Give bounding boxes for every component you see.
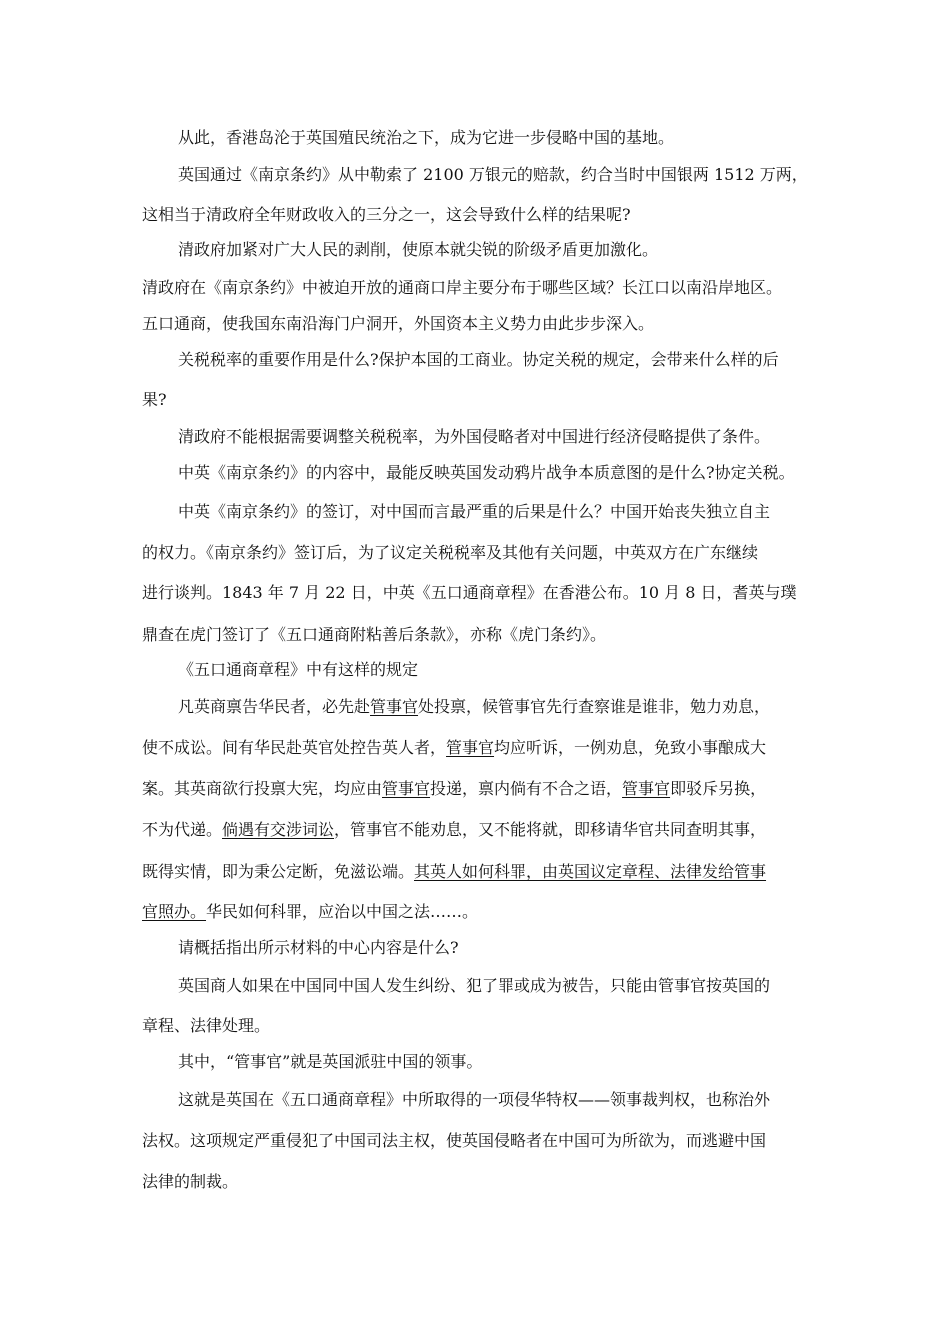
paragraph-line: 中英《南京条约》的内容中，最能反映英国发动鸦片战争本质意图的是什么?协定关税。: [178, 463, 795, 482]
paragraph-line: 英国通过《南京条约》从中勒索了 2100 万银元的赔款，约合当时中国银两 1512 万两，: [178, 165, 808, 184]
paragraph-line: 法权。这项规定严重侵犯了中国司法主权，使英国侵略者在中国可为所欲为，而逃避中国: [142, 1131, 767, 1150]
paragraph-line: 英国商人如果在中国同中国人发生纠纷、犯了罪或成为被告，只能由管事官按英国的: [178, 976, 771, 995]
paragraph-line: 中英《南京条约》的签订，对中国而言最严重的后果是什么？中国开始丧失独立自主: [178, 502, 771, 521]
paragraph-line: 其中，“管事官”就是英国派驻中国的领事。: [178, 1052, 483, 1071]
paragraph-line: 的权力。《南京条约》签订后，为了议定关税税率及其他有关问题，中英双方在广东继续: [142, 543, 759, 562]
quote-line: 不为代递。倘遇有交涉词讼，管事官不能劝息，又不能将就，即移请华官共同查明其事，: [142, 820, 767, 839]
paragraph-line: 关税税率的重要作用是什么?保护本国的工商业。协定关税的规定，会带来什么样的后: [178, 350, 779, 369]
paragraph-line: 进行谈判。1843 年 7 月 22 日，中英《五口通商章程》在香港公布。10 月 8 日，耆英与璞: [142, 583, 797, 602]
paragraph-line: 鼎查在虎门签订了《五口通商附粘善后条款》，亦称《虎门条约》。: [142, 625, 607, 644]
paragraph-line: 章程、法律处理。: [142, 1016, 271, 1035]
paragraph-line: 五口通商，使我国东南沿海门户洞开，外国资本主义势力由此步步深入。: [142, 314, 655, 333]
paragraph-line: 清政府加紧对广大人民的剥削，使原本就尖锐的阶级矛盾更加激化。: [178, 240, 659, 259]
quote-line: 既得实情，即为秉公定断，免滋讼端。其英人如何科罪，由英国议定章程、法律发给管事: [142, 862, 767, 881]
quote-line: 官照办。华民如何科罪，应治以中国之法……。: [142, 902, 479, 921]
paragraph-line: 这相当于清政府全年财政收入的三分之一，这会导致什么样的结果呢?: [142, 205, 631, 224]
paragraph-line: 清政府不能根据需要调整关税税率，为外国侵略者对中国进行经济侵略提供了条件。: [178, 427, 771, 446]
paragraph-line: 从此，香港岛沦于英国殖民统治之下，成为它进一步侵略中国的基地。: [178, 128, 675, 147]
paragraph-line: 法律的制裁。: [142, 1172, 239, 1191]
paragraph-line: 清政府在《南京条约》中被迫开放的通商口岸主要分布于哪些区域？长江口以南沿岸地区。: [142, 278, 783, 297]
quote-line: 案。其英商欲行投禀大宪，均应由管事官投递，禀内倘有不合之语，管事官即驳斥另换，: [142, 779, 767, 798]
quote-line: 使不成讼。间有华民赴英官处控告英人者，管事官均应听诉，一例劝息，免致小事酿成大: [142, 738, 767, 757]
paragraph-line: 果?: [142, 390, 167, 409]
paragraph-line: 请概括指出所示材料的中心内容是什么?: [178, 938, 459, 957]
paragraph-line: 《五口通商章程》中有这样的规定: [178, 660, 419, 679]
paragraph-line: 这就是英国在《五口通商章程》中所取得的一项侵华特权——领事裁判权，也称治外: [178, 1090, 771, 1109]
quote-line: 凡英商禀告华民者，必先赴管事官处投禀，候管事官先行查察谁是谁非，勉力劝息，: [178, 697, 771, 716]
